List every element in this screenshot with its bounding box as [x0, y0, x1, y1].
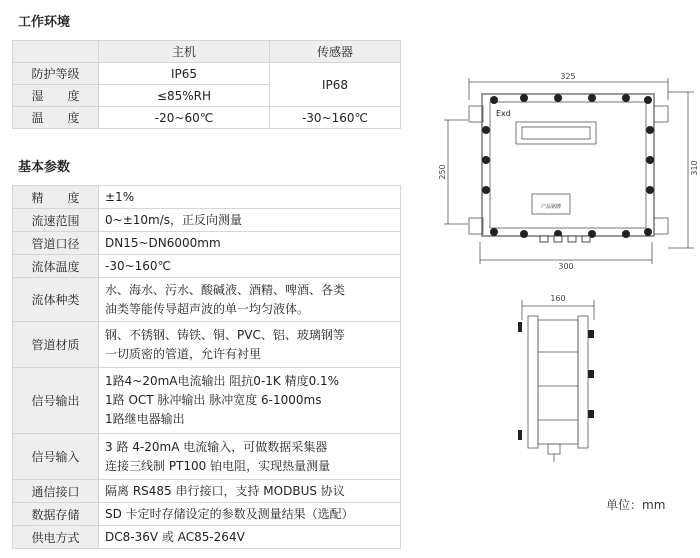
param-label: 数据存储	[13, 503, 99, 526]
dim-300: 300	[558, 262, 574, 270]
label-humidity: 湿 度	[13, 85, 99, 107]
param-value: SD 卡定时存储设定的参数及测量结果（选配）	[99, 503, 401, 526]
param-label: 信号输入	[13, 434, 99, 480]
label-temperature: 温 度	[13, 107, 99, 129]
side-view-drawing	[506, 290, 616, 470]
work-env-title: 工作环境	[18, 15, 71, 30]
param-value: DC8-36V 或 AC85-264V	[99, 526, 401, 549]
param-value: 钢、不锈钢、铸铁、铜、PVC、铝、玻璃钢等 一切质密的管道，允许有衬里	[99, 322, 401, 368]
param-value: 隔离 RS485 串行接口，支持 MODBUS 协议	[99, 480, 401, 503]
dim-250: 250	[438, 164, 447, 180]
front-view-drawing	[436, 70, 700, 270]
param-label: 供电方式	[13, 526, 99, 549]
host-humidity: ≤85%RH	[99, 85, 270, 107]
param-label: 信号输出	[13, 368, 99, 434]
param-value: 1路4~20mA电流输出 阻抗0-1K 精度0.1% 1路 OCT 脉冲输出 脉冲宽度 6-1000ms 1路继电器输出	[99, 368, 401, 434]
param-value: DN15~DN6000mm	[99, 232, 401, 255]
dim-310: 310	[690, 160, 699, 176]
param-value: 水、海水、污水、酸碱液、酒精、啤酒、各类 油类等能传导超声波的单一均匀液体。	[99, 278, 401, 322]
brand-exd: Exd	[496, 109, 511, 118]
unit-label: 单位：mm	[606, 498, 666, 512]
param-label: 通信接口	[13, 480, 99, 503]
basic-params-table	[12, 185, 401, 549]
nameplate-label: 产品铭牌	[540, 204, 562, 210]
host-temperature: -20~60℃	[99, 107, 270, 129]
param-value: 3 路 4-20mA 电流输入，可做数据采集器 连接三线制 PT100 铂电阻，实现热量测量	[99, 434, 401, 480]
basic-params-title: 基本参数	[18, 160, 71, 175]
dim-325: 325	[560, 72, 576, 81]
label-protection: 防护等级	[13, 63, 99, 85]
param-label: 管道口径	[13, 232, 99, 255]
param-label: 精 度	[13, 186, 99, 209]
col-host: 主机	[99, 41, 270, 63]
param-label: 流速范围	[13, 209, 99, 232]
col-sensor: 传感器	[270, 41, 401, 63]
param-value: -30~160℃	[99, 255, 401, 278]
sensor-merged: IP68	[270, 63, 401, 107]
host-protection: IP65	[99, 63, 270, 85]
param-label: 流体种类	[13, 278, 99, 322]
param-label: 管道材质	[13, 322, 99, 368]
sensor-temperature: -30~160℃	[270, 107, 401, 129]
dim-160: 160	[550, 294, 566, 303]
work-env-table	[12, 40, 401, 129]
param-value: 0~±10m/s，正反向测量	[99, 209, 401, 232]
corner-cell	[13, 41, 99, 63]
param-value: ±1%	[99, 186, 401, 209]
param-label: 流体温度	[13, 255, 99, 278]
